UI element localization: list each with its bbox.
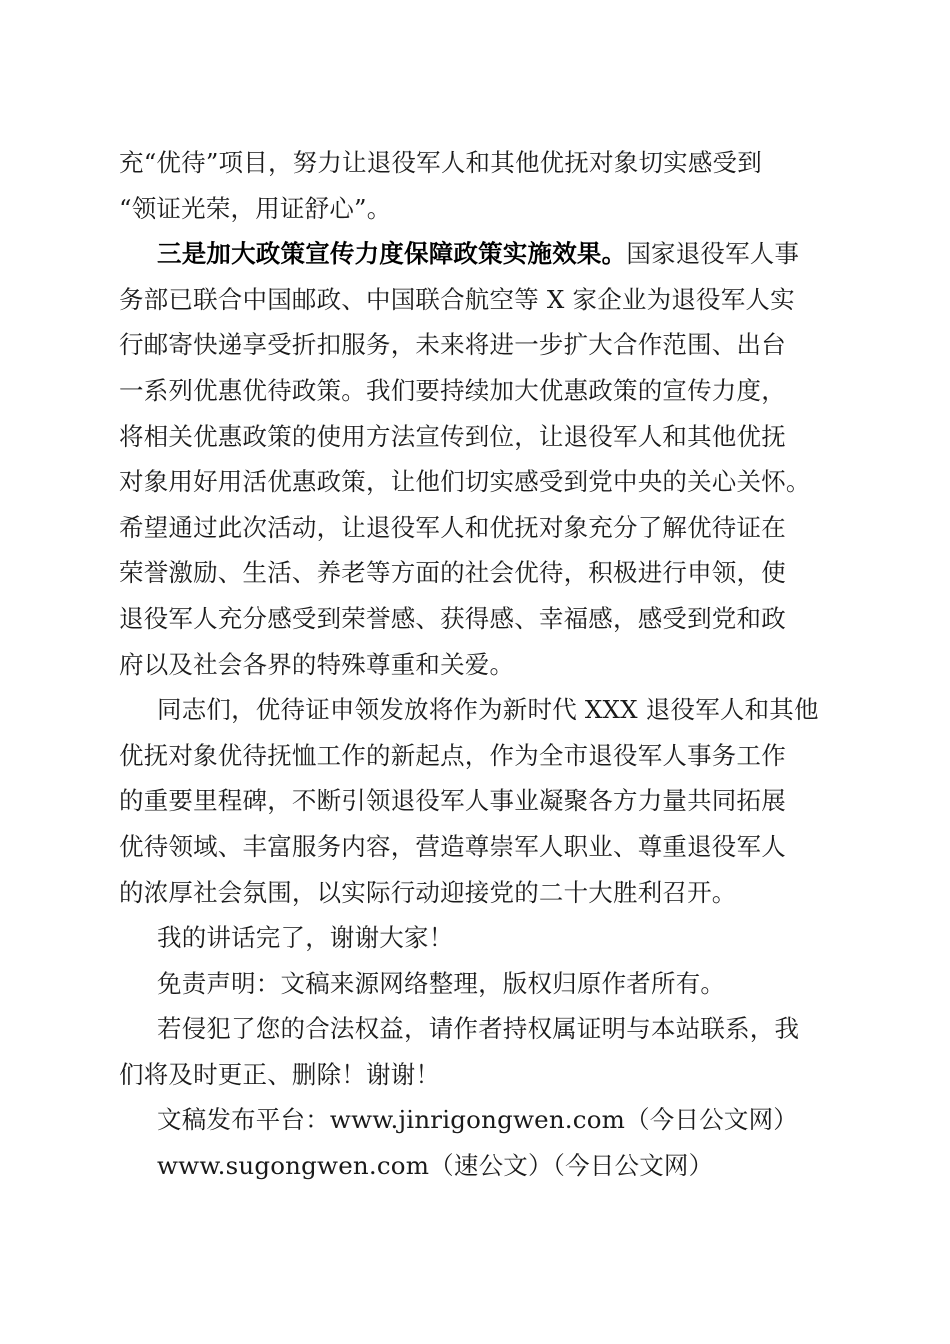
- disclaimer-line: 免责声明：文稿来源网络整理，版权归原作者所有。: [157, 968, 726, 998]
- text-line-6: 一系列优惠优待政策。我们要持续加大优惠政策的宣传力度，: [119, 375, 786, 405]
- text-line-8: 对象用好用活优惠政策，让他们切实感受到党中央的关心关怀。: [119, 467, 811, 497]
- text-line-5: 行邮寄快递享受折扣服务，未来将进一步扩大合作范围、出台: [119, 330, 786, 360]
- document-body: [119, 140, 831, 1189]
- text-line-12: 府以及社会各界的特殊尊重和关爱。: [119, 649, 515, 679]
- text-line-17: 的浓厚社会氛围，以实际行动迎接党的二十大胜利召开。: [119, 877, 737, 907]
- text-line-14: 优抚对象优待抚恤工作的新起点，作为全市退役军人事务工作: [119, 740, 786, 770]
- text-line-15: 的重要里程碑，不断引领退役军人事业凝聚各方力量共同拓展: [119, 786, 786, 816]
- text-line-10: 荣誉激励、生活、养老等方面的社会优待，积极进行申领，使: [119, 558, 786, 588]
- publish-platform-line: 文稿发布平台：www.jinrigongwen.com（今日公文网）: [157, 1105, 798, 1135]
- text-line-9: 希望通过此次活动，让退役军人和优抚对象充分了解优待证在: [119, 512, 786, 542]
- text-line-2: “领证光荣，用证舒心”。: [119, 193, 392, 223]
- publish-site-line: www.sugongwen.com（速公文）（今日公文网）: [157, 1151, 714, 1181]
- closing-remark: 我的讲话完了，谢谢大家！: [157, 923, 454, 953]
- infringement-notice-line-1: 若侵犯了您的合法权益，请作者持权属证明与本站联系，我: [157, 1014, 800, 1044]
- text-line-16: 优待领域、丰富服务内容，营造尊崇军人职业、尊重退役军人: [119, 831, 786, 861]
- bold-lead-phrase: 三是加大政策宣传力度保障政策实施效果。: [157, 239, 627, 269]
- text-line-11: 退役军人充分感受到荣誉感、获得感、幸福感，感受到党和政: [119, 603, 786, 633]
- text-line-4: 务部已联合中国邮政、中国联合航空等 X 家企业为退役军人实: [119, 284, 795, 314]
- text-line-7: 将相关优惠政策的使用方法宣传到位，让退役军人和其他优抚: [119, 421, 786, 451]
- infringement-notice-line-2: 们将及时更正、删除！谢谢！: [119, 1059, 441, 1089]
- text-line-3-rest: 国家退役军人事: [626, 239, 800, 269]
- text-line-1: 充“优待”项目，努力让退役军人和其他优抚对象切实感受到: [119, 148, 762, 177]
- text-line-13: 同志们，优待证申领发放将作为新时代 XXX 退役军人和其他: [157, 695, 819, 725]
- text-line-3: [119, 231, 831, 277]
